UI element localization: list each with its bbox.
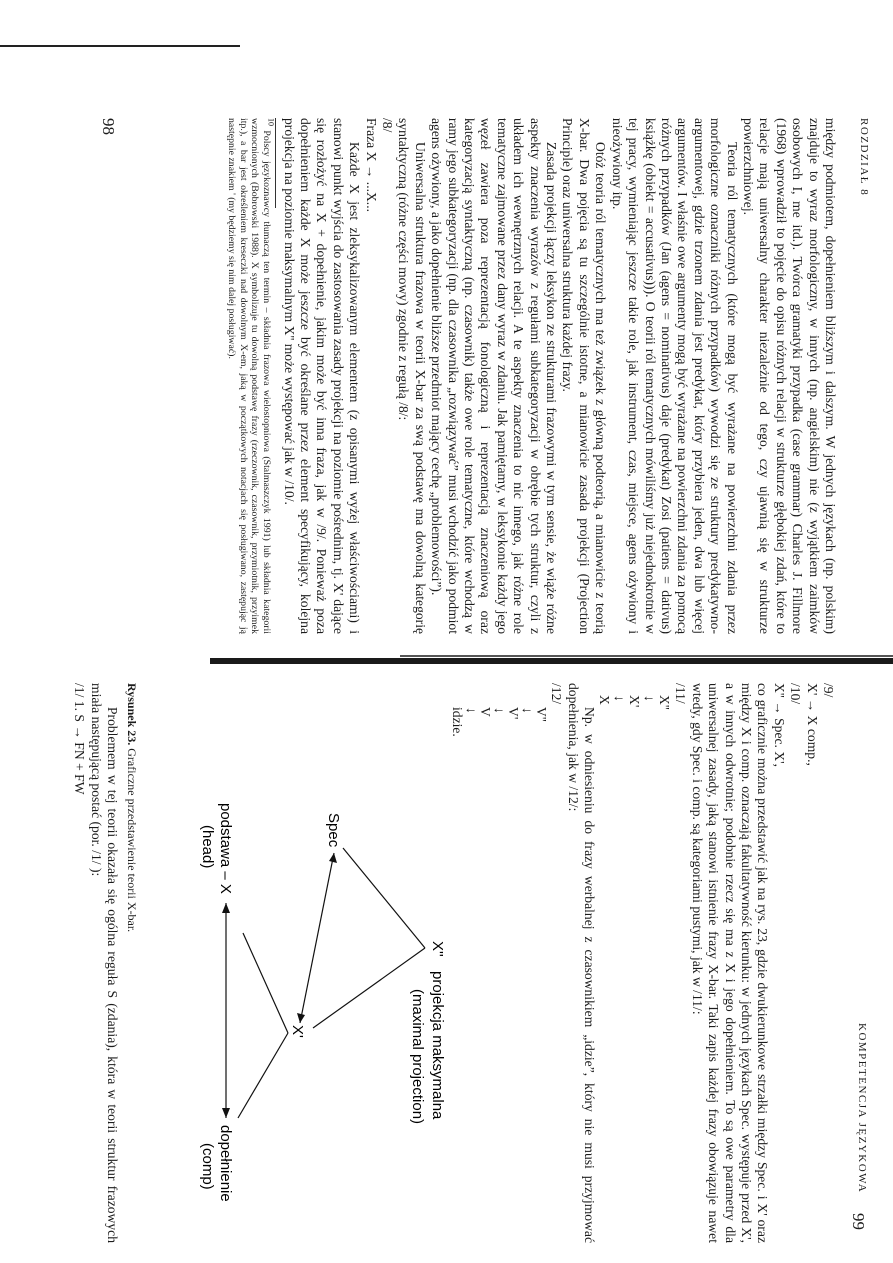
right-page-body-lower (124, 683, 140, 1243)
xbar-diagram (199, 773, 453, 1202)
rule-1 (71, 683, 87, 1243)
formula-8: Fraza X → ...X... (363, 118, 379, 213)
diagram-spec-node: Spec (325, 813, 342, 848)
right-page (68, 683, 868, 1243)
scan-edge-line-top (0, 45, 240, 47)
derivation-11 (597, 683, 672, 1243)
diagram-head-node: podstawa – X (217, 803, 234, 894)
figure-caption-label: Rysunek 23. (125, 683, 139, 746)
left-page-number: 98 (99, 118, 118, 135)
left-paragraph-5: Uniwersalna struktura frazowa w teorii X-bar za swą podstawę ma dowolną kategorię syntaktyczną (różne części mowy) zgodnie z regułą /8/: (396, 118, 428, 634)
diagram-mid-node: X' (289, 1025, 306, 1038)
right-page-number: 99 (849, 1213, 868, 1230)
scan-edge-line-bottom (400, 655, 893, 657)
derivation-11-bottom: X (596, 695, 612, 705)
derivation-12-top: V'' (533, 707, 549, 722)
right-paragraph-3: Problemem w tej teorii okazała się ogólna reguła S (zdania), która w teorii struktur frazowych miała następującą postać (por. /1/ ): (88, 683, 120, 1243)
left-page-body (225, 118, 838, 634)
left-paragraph-4: Zasada projekcji łączy leksykon ze strukturami frazowymi w tym sensie, że wiąże różne aspekty znaczenia wyrazów z regułami subkategoryzacji w obrębie tych struktur, czyli z układem ich wewnętrznych relacji. A te aspekty znaczenia to nic innego, jak różne role tematyczne zajmowane przez dany wyraz w zdaniu. Jak pamiętamy, w leksykonie każdy jego węzeł zawiera poza reprezentacją fonologiczną i reprezentacją znaczeniową oraz kategoryzacją syntaktyczną (np. czasownik) także owe role tematyczne, które wchodzą w ramy jego subkategoryzacji (np. dla czasownika „rozwiązywać” musi wchodzić jako podmiot agens ożywiony, a jako dopełnienie bliższe przedmiot mający cechę „problemowości”). (429, 118, 560, 634)
down-arrow-icon: ↓ (519, 707, 535, 714)
left-paragraph-6: Każde X jest zleksykalizowanym elementem (z opisanymi wyżej właściwościami) i stanowi punkt wyjścia do zastosowania zasady projekcji na poziomie pośrednim, tj. X' dające się rozłożyć na X + dopełnienie, jakim może być inna fraza, jak w /9/. Ponieważ poza dopełnieniem każde X może jeszcze być określane przez element specyfikujący, kolejna projekcja na poziomie maksymalnym X'' może występować jak w /10/. (281, 118, 363, 634)
footnote-rule (275, 118, 276, 208)
double-arrow-spec-mid (300, 853, 334, 1023)
figure-caption-text: Graficzne przedstawienie teorii X-bar. (125, 748, 139, 933)
rule-12-label: /12/ (549, 683, 565, 705)
derivation-12 (450, 683, 548, 1243)
edge-mid-comp (238, 1033, 288, 1118)
figure-caption (124, 683, 140, 1243)
derivation-12-mid: V' (505, 707, 521, 720)
footnote-marker: 10 (266, 118, 276, 126)
left-paragraph-3: Otóż teoria ról tematycznych ma też związek z główną podteorią, a mianowicie z teorią X-bar. Dwa pojęcia są tu szczególnie istotne, a mianowicie zasada projekcji (Projection Principle) oraz uniwersalna struktura każdej frazy. (560, 118, 609, 634)
right-page-header: KOMPETENCJA JĘZYKOWA (856, 1023, 868, 1194)
rule-1-label: /1/ (72, 683, 88, 698)
rule-10: X'' → Spec. X', (771, 683, 787, 767)
right-page-final (71, 683, 120, 1243)
edge-top-spec (343, 848, 425, 948)
right-page-bottom (10, 683, 120, 1243)
down-arrow-icon: ↓ (491, 707, 507, 714)
derivation-12-head: V (477, 707, 493, 717)
arrowhead-left-icon (329, 853, 337, 863)
down-arrow-icon: ↓ (463, 707, 479, 714)
rule-9: X' → X comp., (804, 683, 820, 766)
down-arrow-icon: ↓ (611, 695, 627, 702)
rule-10-label: /10/ (788, 683, 804, 705)
formula-8-label: /8/ (380, 118, 396, 133)
left-paragraph-1: między podmiotem, dopełnieniem bliższym i dalszym. W jednych językach (np. polskim) znajduje to wyraz morfologiczny, w innych (np. angielskim) nie (z wyjątkiem zaimków osobowych I, me itd.). Twórca gramatyki przypadka (case grammar) Charles J. Fillmore (1968) wprowadził to pojęcie do opisu różnych relacji w strukturze głębokiej zdań, które to relacje mają uniwersalny charakter niezależnie od tego, czy ujawnią się w strukturze powierzchniowej. (740, 118, 838, 634)
derivation-12-word: idzie. (449, 707, 465, 737)
down-arrow-icon: ↓ (641, 695, 657, 702)
diagram-top-gloss-2: (maximal projection) (409, 989, 426, 1125)
derivation-11-top: X'' (656, 695, 672, 710)
left-paragraph-2: Teoria ról tematycznych (które mogą być wyrażane na powierzchni zdania przez morfologiczne oznaczniki różnych przypadków) wywodzi się ze struktury predykatywno-argumentowej, gdzie trzonem zdania jest predykat, który przybiera jeden, dwa lub więcej argumentów. I właśnie owe argumenty mogą być wyrażane na powierzchni zdania za pomocą różnych przypadków (Jan (agens = nominativus) daje (predykat) Zosi (patiens = dativus) książkę (obiekt = accusativus))). O teorii ról tematycznych mówiliśmy już niejednokrotnie w tej pracy, wymieniając jeszcze takie role, jak instrument, czas, miejsce, agens ożywiony i nieożywiony itp. (609, 118, 740, 634)
diagram-comp-gloss: (comp) (199, 1143, 216, 1190)
left-page (90, 118, 870, 638)
rule-1-formula: 1. S → FN + FW (72, 700, 88, 795)
diagram-comp-node: dopełnienie (217, 1125, 234, 1202)
arrowhead-right-icon (297, 1013, 305, 1023)
right-paragraph-1: co graficznie można przedstawić jak na rys. 23, gdzie dwukierunkowe strzałki między Spec. i X' oraz między X i comp. oznaczają fakultatywność kierunku: w jednych językach Spec. występuje przed X', a w innych odwrotnie; podobnie rzecz się ma z X i jego dopełnieniem. To są owe parametry dla uniwersalnej zasady, jaką stanowi istnienie frazy X-bar. Taki zapis każdej frazy obowiązuje nawet wtedy, gdy Spec. i comp. są kategoriami pustymi, jak w /11/: (689, 683, 771, 1243)
footnote-text: Polscy językoznawcy tłumaczą ten termin – składnia frazowa wielostopniowa (Stalmaszczyk 1991) lub składnia kategorii wzmocnionych (Bobrowski 1988). X symbolizuje tu dowolną podstawę frazy (rzeczownik, czasownik, przymiotnik, przyimek itp.), a bar jest określeniem kreseczki nad dowolnym X-em, jaką w początkowych notacjach się posługiwano, zastępując ją następnie znakiem ' (my będziemy się nim dalej posługiwać). (225, 118, 273, 634)
right-page-body (450, 683, 836, 1243)
diagram-top-node: X'' (429, 941, 446, 957)
left-page-header: ROZDZIAŁ 8 (858, 118, 870, 197)
right-paragraph-2: Np. w odniesieniu do frazy werbalnej z czasownikiem „idzie”, który nie musi przyjmować dopełnienia, jak w /12/: (565, 683, 597, 1243)
arrowhead-right-icon (222, 1108, 230, 1118)
footnote (225, 118, 276, 634)
diagram-top-gloss-1: projekcja maksymalna (429, 971, 446, 1120)
diagram-head-gloss: (head) (199, 825, 216, 869)
arrowhead-left-icon (222, 903, 230, 913)
rule-11-label: /11/ (673, 683, 689, 704)
derivation-11-mid: X' (626, 695, 642, 708)
edge-mid-head (243, 933, 288, 1033)
rule-9-label: /9/ (821, 683, 836, 698)
page-fold-line (210, 658, 893, 664)
